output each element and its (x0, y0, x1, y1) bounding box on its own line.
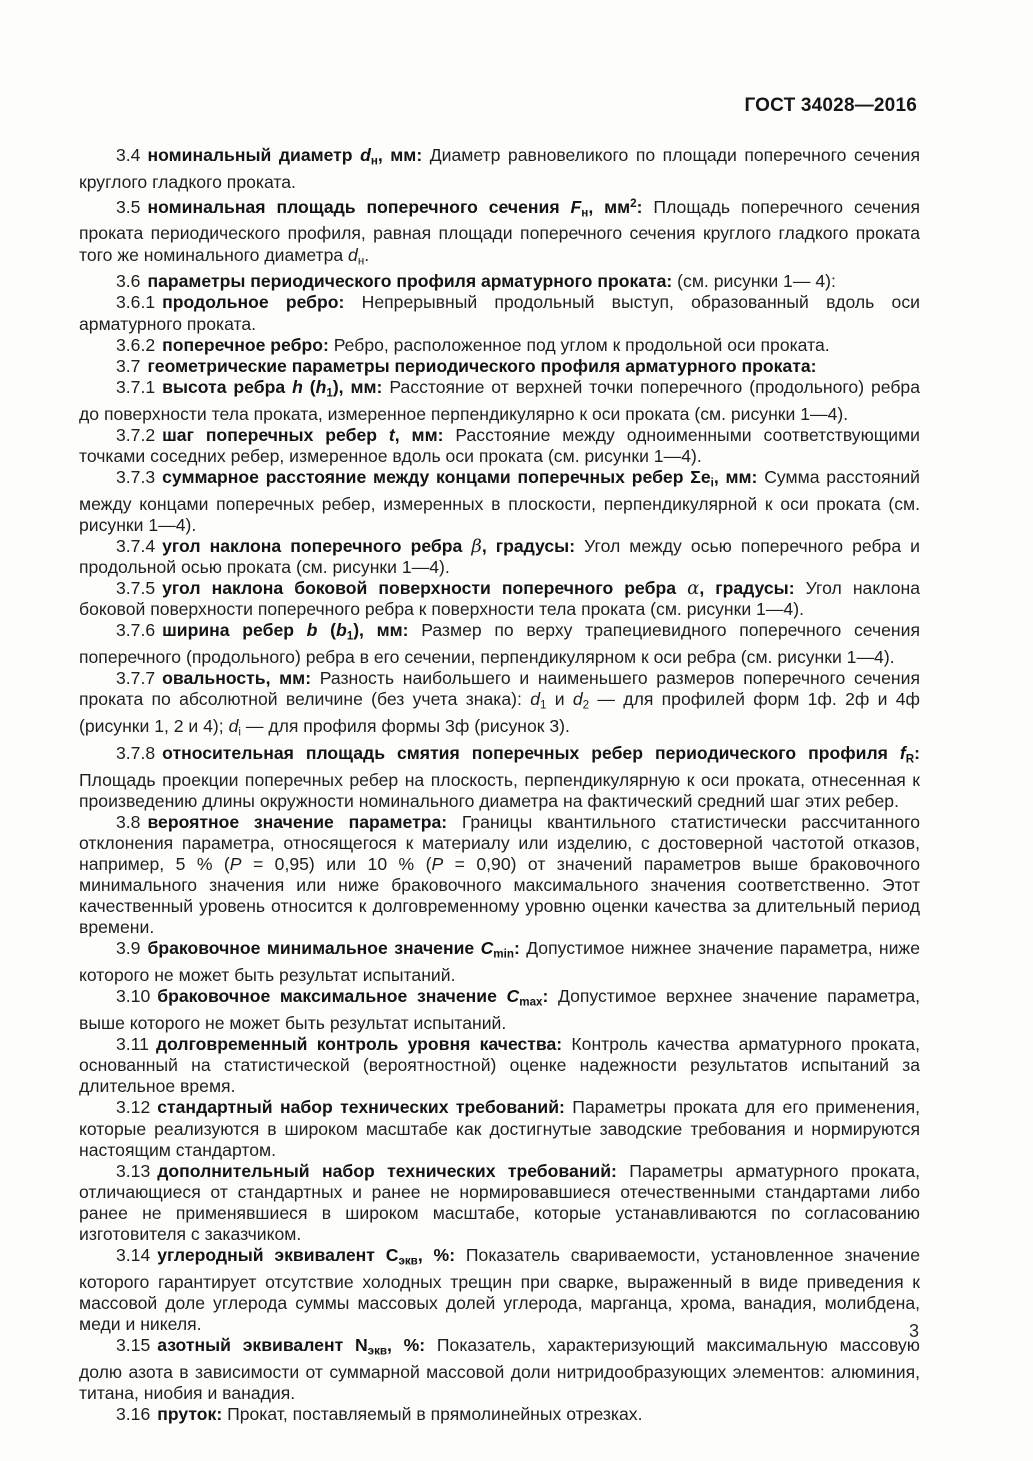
text-run: , %: (417, 1245, 456, 1266)
text-run: d (348, 244, 358, 265)
clauses-section (79, 145, 920, 1425)
text-run: R (905, 752, 915, 766)
clause-paragraph (79, 1335, 920, 1404)
text-run: C (506, 986, 520, 1007)
text-run: — для профилей форм 1ф. 2ф и 4ф (рисунки 1, 2 и 4); (79, 689, 920, 737)
text-run: Площадь поперечного сечения проката периодического профиля, равная площади поперечного сечения круглого гладкого проката того же номинального диаметра (79, 196, 920, 265)
text-run: 1 (540, 698, 547, 712)
text-run: : (542, 986, 549, 1007)
text-run: стандартный набор технических требований: (157, 1097, 565, 1118)
text-run: ), мм: (353, 620, 409, 641)
text-run: продольное ребро: (162, 292, 345, 313)
clause-number: 3.7.5 (116, 578, 156, 599)
text-run: ( (302, 376, 316, 397)
clause-paragraph (79, 1404, 920, 1425)
text-run: браковочное максимальное значение (157, 986, 507, 1007)
text-run: Прокат, поставляемый в прямолинейных отрезках. (222, 1404, 643, 1425)
text-run: геометрические параметры периодического профиля арматурного проката: (147, 355, 817, 376)
text-run: углеродный эквивалент (157, 1245, 386, 1266)
clause-number: 3.7.6 (116, 620, 156, 641)
text-run: f (899, 742, 906, 763)
text-run: ), мм: (332, 376, 383, 397)
clause-number: 3.11 (116, 1034, 149, 1055)
text-run: относительная площадь смятия поперечных ребер периодического профиля (162, 742, 900, 763)
clause-paragraph (79, 620, 920, 668)
text-run: вероятное значение параметра: (147, 811, 448, 832)
text-run: угол наклона поперечного ребра (162, 535, 472, 556)
text-run: t (388, 424, 395, 445)
clause-number: 3.12 (116, 1097, 151, 1118)
clause-paragraph (79, 292, 920, 334)
text-run: н (581, 206, 589, 220)
clause-paragraph (79, 578, 920, 620)
clause-paragraph (79, 356, 920, 377)
clause-paragraph (79, 271, 920, 292)
text-run: F (570, 196, 582, 217)
clause-paragraph (79, 335, 920, 356)
clause-paragraph (79, 467, 920, 536)
text-run: Угол наклона боковой поверхности поперечного ребра к поверхности тела проката (см. рисунки 1—4). (79, 578, 920, 620)
clause-number: 3.10 (116, 986, 151, 1007)
text-run: , мм: (394, 424, 444, 445)
text-run: b (335, 620, 347, 641)
text-run: Параметры проката для его применения, которые реализуются в широком масштабе как достигнутые заводские требования и нормируются настоящим стандартом. (79, 1097, 921, 1160)
text-run: , градусы: (699, 578, 795, 599)
text-run: : (513, 938, 520, 959)
clause-paragraph (79, 743, 920, 812)
text-run: 1 (346, 629, 354, 643)
text-run: С (385, 1245, 399, 1266)
text-run: угол наклона боковой поверхности поперечного ребра (162, 578, 688, 599)
text-run: Сумма расстояний между концами поперечных ребер, измеренных в плоскости, перпендикулярной к оси проката (см. рисунки 1—4). (79, 466, 920, 535)
page-footer (79, 1321, 919, 1342)
text-run: параметры периодического профиля арматурного проката: (147, 271, 673, 292)
text-run: высота ребра (162, 376, 293, 397)
clause-number: 3.9 (116, 938, 141, 959)
clause-number: 3.8 (116, 811, 141, 832)
text-run: , мм: (377, 145, 423, 165)
clause-paragraph (79, 377, 920, 425)
clause-number: 3.7.8 (116, 742, 156, 763)
clause-paragraph (79, 1161, 920, 1245)
text-run: Показатель свариваемости, установленное значение которого гарантирует отсутствие холодных трещин при сварке, выраженный в виде приведения к массовой доле углерода суммы массовых долей углерода, марганца, хрома, ванадия, молибдена, меди и никеля. (79, 1245, 920, 1335)
text-run: b (306, 620, 318, 641)
text-run: i (710, 476, 714, 490)
clause-number: 3.7.7 (116, 668, 156, 689)
text-run: α (687, 578, 700, 600)
clause-paragraph (79, 536, 920, 578)
text-run: d (572, 689, 583, 710)
text-run: Расстояние от верхней точки поперечного (продольного) ребра до поверхности тела проката, измеренное перпендикулярно к оси проката (см. рисунки 1—4). (79, 376, 921, 424)
text-run: Расстояние между одноименными соответствующими точками соседних ребер, измеренное вдоль оси проката (см. рисунки 1—4). (79, 424, 921, 466)
page-number: 3 (908, 1321, 919, 1341)
text-run: н (357, 254, 365, 268)
text-run: , мм: (713, 466, 758, 487)
clause-paragraph (79, 986, 920, 1034)
clause-number: 3.15 (116, 1335, 151, 1356)
clause-number: 3.5 (116, 196, 141, 217)
text-run: овальность, мм: (162, 668, 312, 689)
text-run: . (364, 244, 370, 265)
text-run: поперечное ребро: (162, 334, 329, 355)
text-run: N (354, 1335, 368, 1356)
text-run: d (228, 716, 239, 737)
text-run: : (636, 196, 643, 217)
clause-number: 3.6.2 (116, 334, 156, 355)
clause-number: 3.14 (116, 1245, 151, 1266)
clause-number: 3.7 (116, 355, 141, 376)
text-run: , %: (387, 1335, 426, 1356)
clause-paragraph (79, 425, 920, 467)
clause-paragraph (79, 938, 920, 986)
text-run: Размер по верху трапециевидного поперечного сечения поперечного (продольного) ребра в его сечении, перпендикулярном к оси ребра (см. рисунки 1—4). (79, 620, 920, 668)
text-run: суммарное расстояние между концами поперечных ребер (162, 466, 691, 487)
document-header (79, 95, 917, 117)
text-run: , мм (588, 196, 631, 217)
text-run: браковочное минимальное значение (147, 938, 481, 959)
text-run: (см. рисунки 1— 4): (672, 271, 836, 292)
text-run: P (431, 854, 444, 875)
text-run: номинальная площадь поперечного сечения (147, 196, 571, 217)
text-run: ширина ребер (162, 620, 307, 641)
text-run: , градусы: (481, 535, 576, 556)
text-run: Границы квантильного статистически рассчитанного отклонения параметра, относящегося к материалу или изделию, с достоверной частотой отказов, например, 5 % ( (79, 811, 920, 875)
text-run: Допустимое нижнее значение параметра, ниже которого не может быть результат испытаний. (79, 938, 920, 986)
clause-paragraph (79, 812, 920, 939)
clause-paragraph (79, 668, 920, 743)
text-run: Параметры арматурного проката, отличающиеся от стандартных и ранее не нормировавшиеся отечественными стандартами либо ранее не применявшиеся в широком масштабе, которые устанавливаются по согласованию изготовителя с заказчиком. (79, 1160, 920, 1245)
text-run: экв (398, 1254, 418, 1268)
text-run: d (530, 689, 540, 710)
text-run: i (238, 725, 241, 739)
text-run: β (471, 535, 482, 557)
text-run: дополнительный набор технических требований: (157, 1160, 617, 1181)
text-run: 1 (326, 386, 333, 400)
text-run: долговременный контроль уровня качества: (155, 1034, 563, 1055)
text-run: ( (317, 620, 336, 641)
text-run: min (493, 948, 514, 962)
text-run: Диаметр равновеликого по площади поперечного сечения круглого гладкого проката. (79, 145, 920, 192)
clause-number: 3.13 (116, 1160, 151, 1181)
text-run: 2 (582, 698, 590, 712)
clause-number: 3.6 (116, 271, 141, 292)
clause-number: 3.7.2 (116, 424, 156, 445)
clause-paragraph (79, 1097, 920, 1160)
text-run: 2 (630, 196, 637, 210)
text-run: d (360, 145, 371, 165)
clause-paragraph (79, 1034, 920, 1097)
text-run: экв (367, 1344, 388, 1358)
text-run: азотный эквивалент (157, 1335, 355, 1356)
text-run: Допустимое верхнее значение параметра, выше которого не может быть результат испытаний. (79, 986, 920, 1034)
text-run: : (914, 742, 920, 763)
clause-number: 3.7.3 (116, 466, 156, 487)
clause-number: 3.7.1 (116, 376, 156, 397)
text-run: номинальный диаметр (147, 145, 361, 165)
clause-number: 3.4 (116, 145, 141, 165)
text-run: н (370, 154, 378, 168)
clause-number: 3.6.1 (116, 292, 156, 313)
text-run: h (292, 376, 303, 397)
clause-paragraph (79, 145, 920, 193)
text-run: Σе (690, 466, 711, 487)
text-run: h (315, 376, 327, 397)
text-run: пруток: (157, 1404, 223, 1425)
text-run: Ребро, расположенное под углом к продольной оси проката. (328, 334, 830, 355)
standard-designation: ГОСТ 34028—2016 (744, 95, 917, 116)
text-run: Непрерывный продольный выступ, образованный вдоль оси арматурного проката. (79, 292, 920, 334)
text-run: = 0,90) от значений параметров выше браковочного минимального значения или ниже браковочного максимального значения соответственно. Этот качественный уровень относится к долговременному уровню оценки качества за длительный период времени. (79, 854, 921, 938)
text-run: max (519, 996, 543, 1009)
clause-number: 3.16 (116, 1404, 151, 1425)
text-run: Разность наибольшего и наименьшего размеров поперечного сечения проката по абсолютной величине (без учета знака): (79, 668, 920, 710)
text-run: C (480, 938, 494, 959)
text-run: P (229, 854, 242, 875)
text-run: Площадь проекции поперечных ребер на плоскость, перпендикулярную к оси проката, отнесенная к произведению длины окружности номинального диаметра на фактический средний шаг этих ребер. (79, 769, 920, 811)
text-run: — для профиля формы 3ф (рисунок 3). (240, 716, 570, 737)
text-run: Угол между осью поперечного ребра и продольной осью проката (см. рисунки 1—4). (79, 535, 920, 577)
text-run: шаг поперечных ребер (162, 424, 389, 445)
text-run: Показатель, характеризующий максимальную массовую долю азота в зависимости от суммарной массовой доли нитридообразующих элементов: алюминия, титана, ниобия и ванадия. (79, 1335, 920, 1404)
clause-number: 3.7.4 (116, 535, 156, 556)
text-run: Контроль качества арматурного проката, основанный на статистической (вероятностной) оценке надежности результатов испытаний за длительное время. (79, 1034, 920, 1097)
clause-paragraph (79, 193, 920, 271)
text-run: и (546, 689, 573, 710)
text-run: = 0,95) или 10 % ( (241, 854, 432, 875)
